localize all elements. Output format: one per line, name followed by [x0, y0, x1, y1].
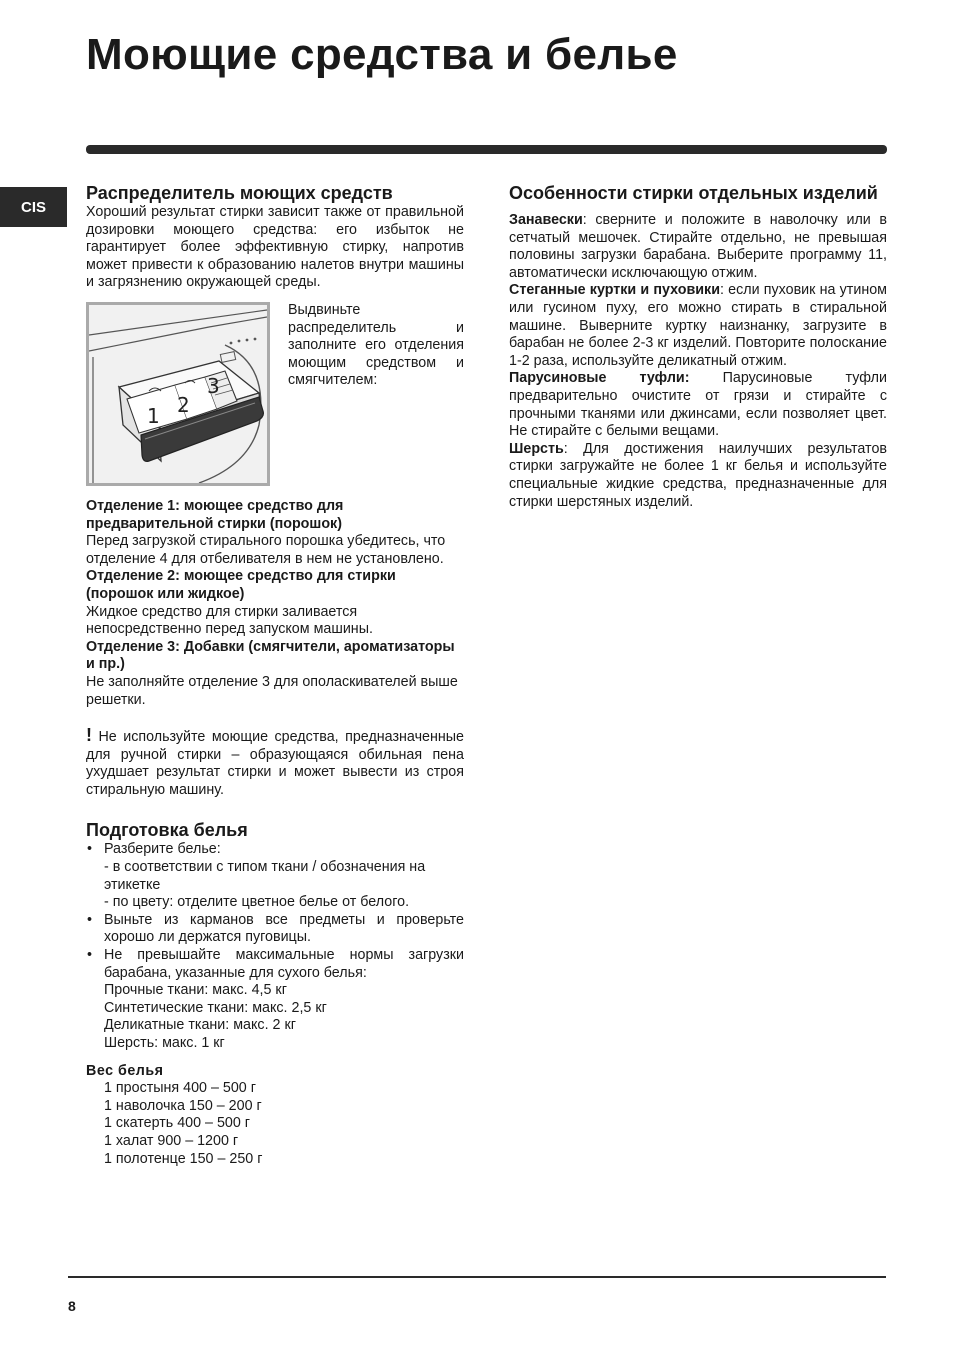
compartment-1-title: Отделение 1: моющее средство для предварительной стирки (порошок): [86, 497, 344, 532]
sneakers-title: Парусиновые туфли:: [509, 370, 690, 387]
curtains-title: Занавески: [509, 212, 583, 228]
dispenser-drawer-illustration: [89, 305, 267, 483]
warning-text: Не используйте моющие средства, предназначенные для ручной стирки – образующаяся обильная пена ухудшает результат стирки и может вывести из строя стиральную машину.: [86, 729, 464, 798]
prep-list: [86, 841, 464, 1052]
right-column: [509, 182, 887, 511]
list-item: [86, 912, 464, 947]
compartments: [86, 498, 464, 709]
left-column: [86, 182, 464, 1168]
dispenser-figure: [86, 302, 270, 486]
weight-heading: Вес белья: [86, 1062, 164, 1079]
weight-pillowcase: 1 наволочка 150 – 200 г: [104, 1097, 262, 1114]
sneakers-item: [509, 370, 887, 440]
compartment-2-title: Отделение 2: моющее средство для стирки (порошок или жидкое): [86, 568, 396, 602]
compartment-label-3: 3: [207, 373, 220, 398]
load-limit-synthetic: Синтетические ткани: макс. 2,5 кг: [104, 999, 327, 1016]
pockets-instruction: Выньте из карманов все предметы и проверьте хорошо ли держатся пуговицы.: [104, 911, 464, 946]
sort-by-type: - в соответствии с типом ткани / обозначения на этикетке: [104, 859, 426, 893]
jackets-title: Стеганные куртки и пуховики: [509, 282, 720, 299]
compartment-3-title: Отделение 3: Добавки (смягчители, ароматизаторы и пр.): [86, 638, 455, 673]
compartment-label-2: 2: [177, 392, 190, 417]
sneakers-text: Парусиновые туфли предварительно очистите от грязи и стирайте с прочными тканями или джинсами, если позволяет цвет. Не стирайте с белыми вещами.: [509, 370, 887, 440]
load-limits-instruction: • Не превышайте максимальные нормы загрузки барабана, указанные для сухого белья:: [104, 947, 464, 981]
page-number: 8: [68, 1298, 76, 1314]
compartment-2-text: Жидкое средство для стирки заливается непосредственно перед запуском машины.: [86, 603, 373, 638]
warning-note: [86, 727, 464, 799]
load-limit-delicate: Деликатные ткани: макс. 2 кг: [104, 1017, 296, 1034]
wool-title: Шерсть: [509, 440, 564, 457]
prep-heading: Подготовка белья: [86, 820, 248, 841]
warning-icon: !: [86, 725, 92, 746]
compartment-label-1: 1: [147, 403, 160, 428]
weight-tablecloth: 1 скатерть 400 – 500 г: [104, 1115, 251, 1132]
load-limit-resistant: Прочные ткани: макс. 4,5 кг: [104, 982, 287, 999]
sort-instruction: • Разберите белье:: [104, 841, 221, 858]
compartment-1-text: Перед загрузкой стирального порошка убедитесь, что отделение 4 для отбеливателя в нем не установлено.: [86, 533, 446, 567]
jackets-text: : если пуховик на утином или гусином пуху, его можно стирать в стиральной машине. Выверните куртку наизнанку, загрузите в барабан не более 2-3 кг изделий. Повторите полоскание 1-2 раза, используйте деликатный отжим.: [509, 282, 887, 369]
dispenser-intro: Хороший результат стирки зависит также от правильной дозировки моющего средства: его избыток не гарантирует более эффективную стирку, напротив может привести к образованию налетов внутри машины и загрязнению окружающей среды.: [86, 204, 464, 291]
bottom-divider: [68, 1276, 886, 1278]
curtains-text: : сверните и положите в наволочку или в сетчатый мешочек. Стирайте отдельно, не превышая половины загрузки барабана. Выберите программу 11, автоматически исключающую отжим.: [509, 212, 887, 281]
compartment-3-text: Не заполняйте отделение 3 для ополаскивателей выше решетки.: [86, 673, 458, 708]
weight-sheet: 1 простыня 400 – 500 г: [104, 1080, 256, 1097]
wool-item: [509, 441, 887, 511]
weight-bathrobe: 1 халат 900 – 1200 г: [104, 1132, 239, 1149]
list-item: [86, 841, 464, 911]
dispenser-heading: Распределитель моющих средств: [86, 183, 393, 203]
special-heading: Особенности стирки отдельных изделий: [509, 183, 878, 203]
weight-list: [86, 1080, 464, 1168]
figure-row: [86, 302, 464, 486]
wool-text: : Для достижения наилучших результатов стирки загружайте не более 1 кг белья и используйте специальные жидкие средства, предназначенные для стирки шерстяных изделий.: [509, 440, 887, 510]
top-divider: [86, 145, 887, 154]
weight-towel: 1 полотенце 150 – 250 г: [104, 1150, 263, 1167]
sort-by-color: - по цвету: отделите цветное белье от белого.: [104, 894, 410, 911]
figure-caption: Выдвиньте распределитель и заполните его отделения моющим средством и смягчителем:: [288, 301, 464, 389]
page-title: Моющие средства и белье: [86, 30, 678, 79]
jackets-item: [509, 282, 887, 370]
list-item: [86, 947, 464, 1053]
curtains-item: [509, 212, 887, 282]
load-limit-wool: Шерсть: макс. 1 кг: [104, 1035, 225, 1051]
language-tab: CIS: [0, 187, 67, 227]
